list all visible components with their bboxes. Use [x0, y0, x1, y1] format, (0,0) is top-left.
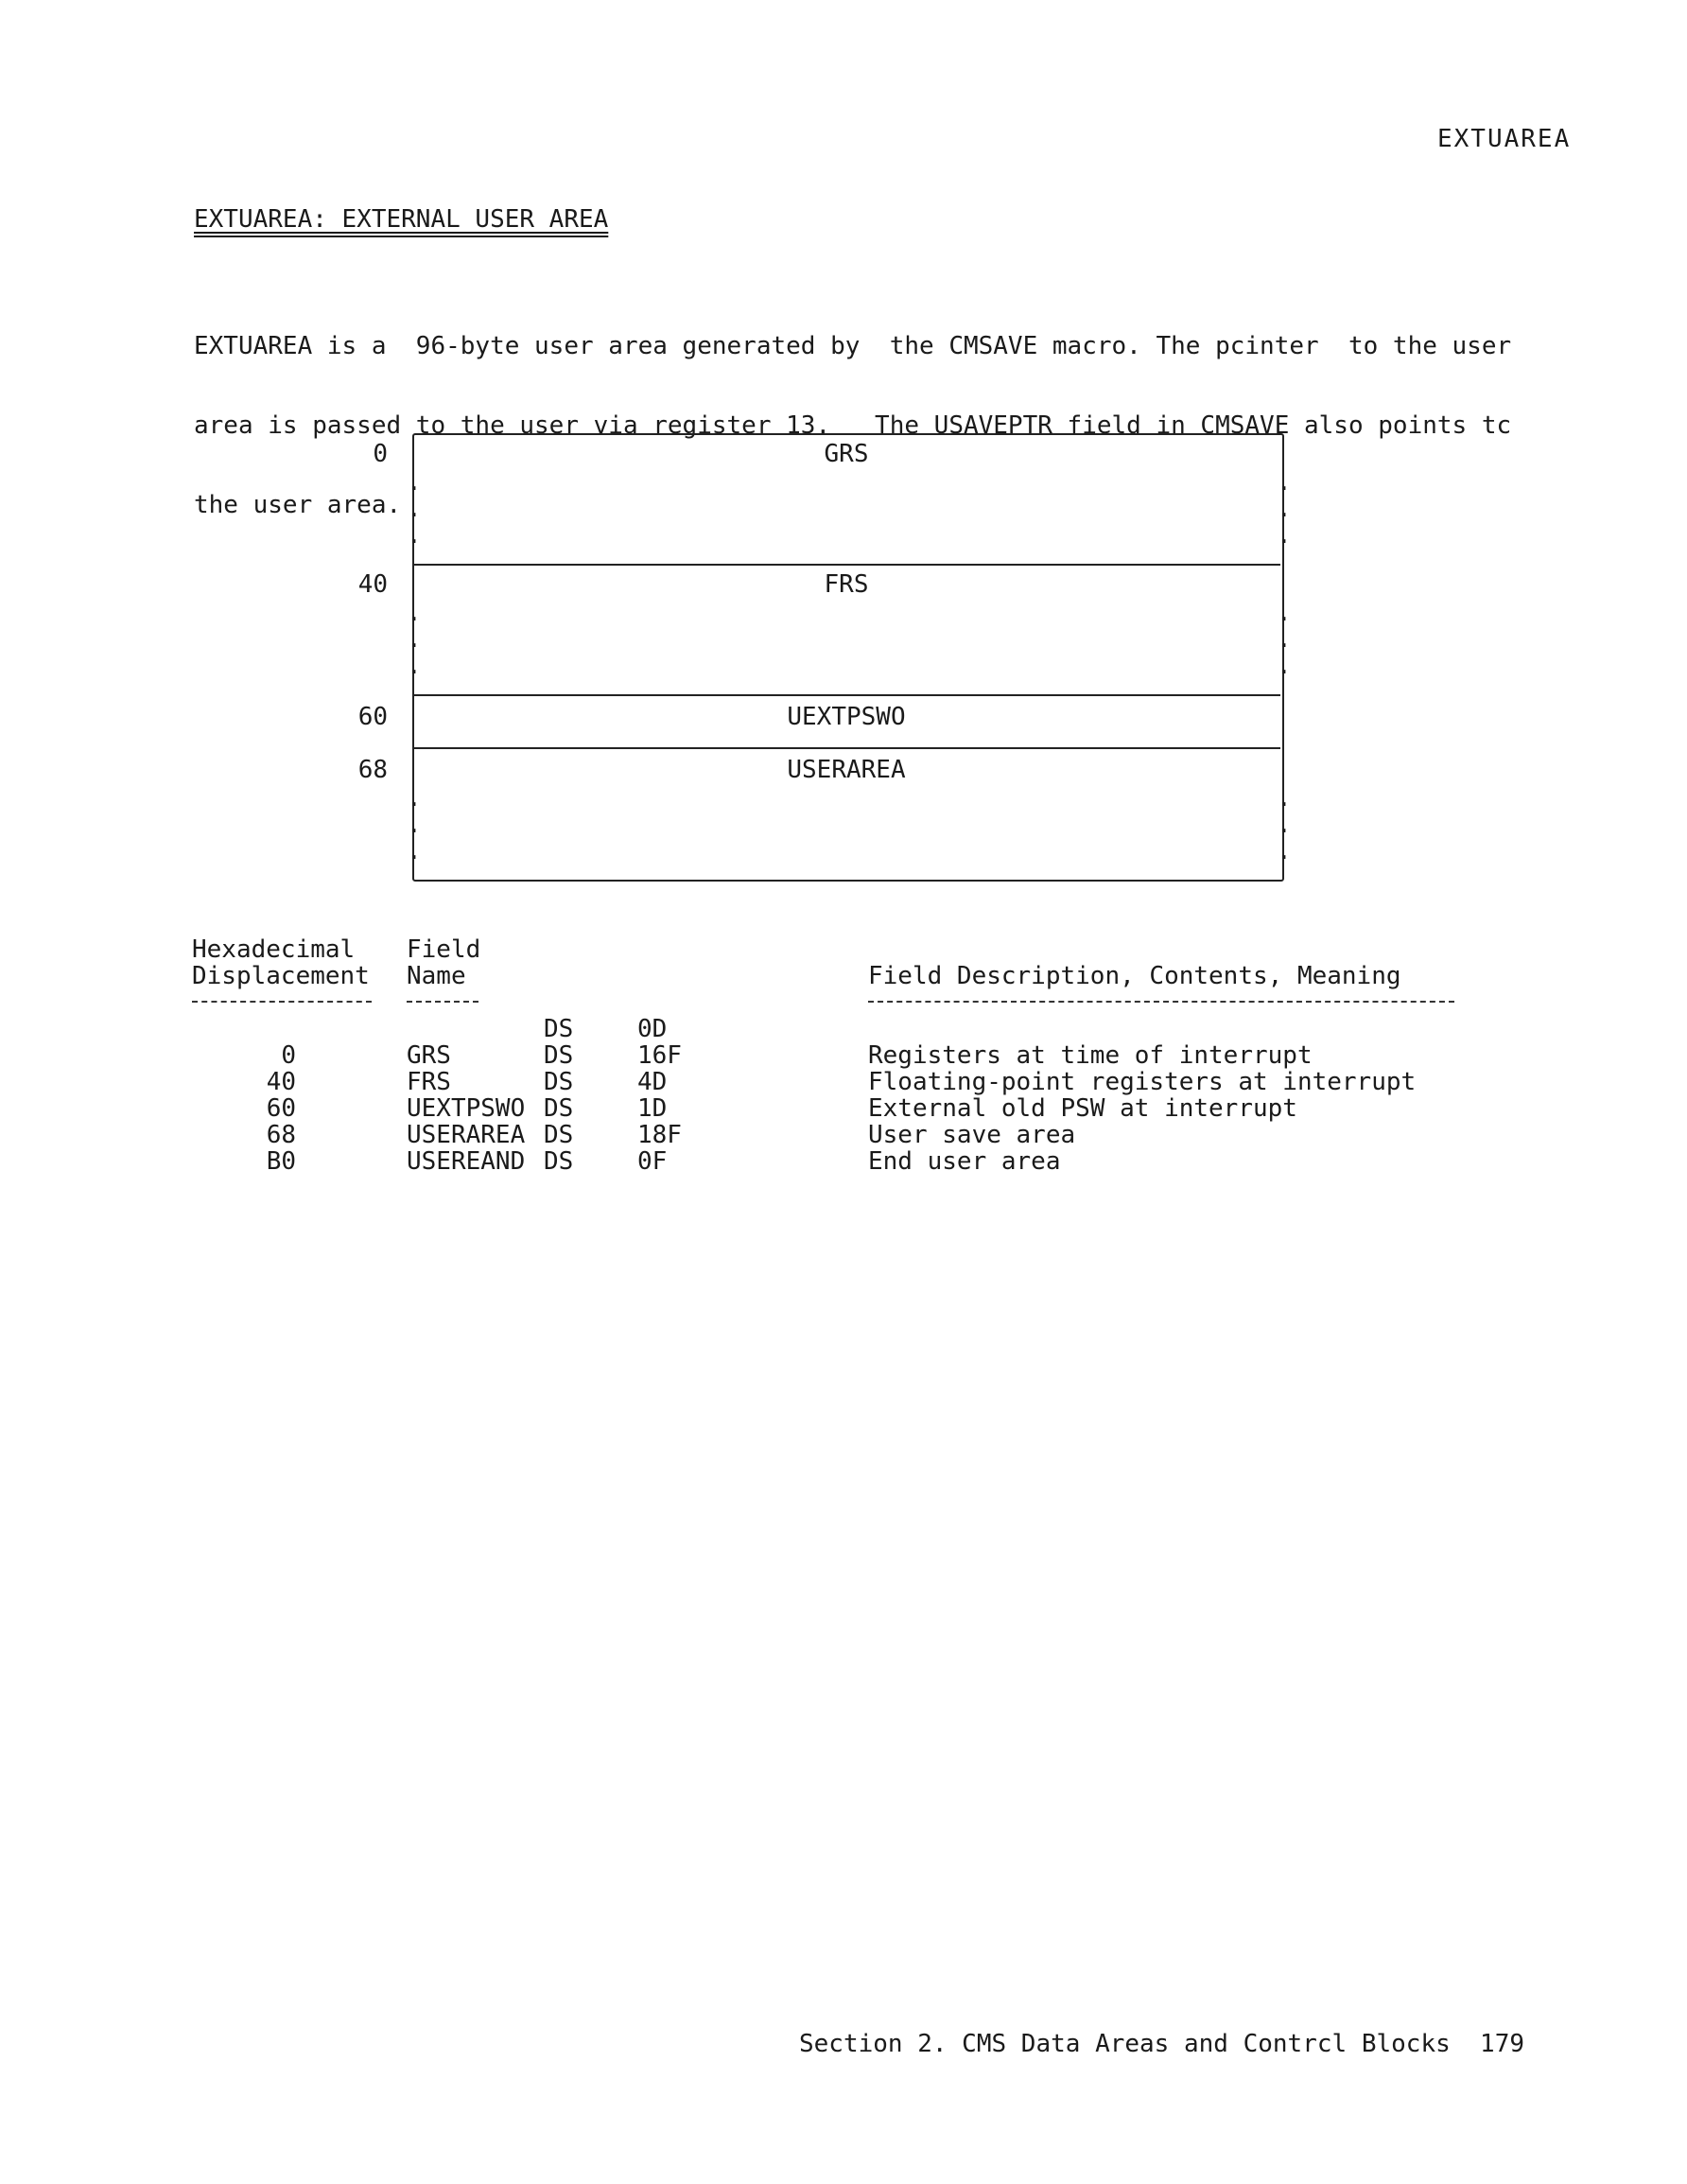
row-length: 0F	[637, 1147, 668, 1176]
intro-line: EXTUAREA is a 96-byte user area generated by the CMSAVE macro. The pcinter to the user	[194, 332, 1512, 360]
diagram-separator	[412, 564, 1280, 566]
diagram-field-userarea: USERAREA	[787, 756, 906, 784]
row-type: DS	[544, 1068, 574, 1096]
row-displacement: B0	[266, 1147, 296, 1176]
continuation-dots: . . .	[1277, 784, 1292, 865]
row-field-name: USEREAND	[407, 1147, 526, 1176]
row-description: Floating-point registers at interrupt	[868, 1068, 1417, 1096]
intro-line: area is passed to the user via register 13. The USAVEPTR field in CMSAVE also points tc	[194, 411, 1512, 440]
header-rule	[407, 1001, 478, 1003]
diagram-separator	[412, 747, 1280, 749]
running-head: EXTUAREA	[1437, 125, 1572, 153]
row-displacement: 0	[281, 1041, 296, 1070]
row-displacement: 68	[266, 1121, 296, 1149]
row-field-name: UEXTPSWO	[407, 1094, 526, 1123]
row-type: DS	[544, 1041, 574, 1070]
row-description: End user area	[868, 1147, 1061, 1176]
row-length: 0D	[637, 1015, 668, 1043]
header-displacement-line1: Hexadecimal	[192, 935, 356, 964]
row-type: DS	[544, 1094, 574, 1123]
header-rule	[192, 1001, 372, 1003]
row-length: 4D	[637, 1068, 668, 1096]
page-footer: Section 2. CMS Data Areas and Contrcl Blocks 179	[799, 2030, 1525, 2058]
row-length: 18F	[637, 1121, 682, 1149]
row-type: DS	[544, 1147, 574, 1176]
continuation-dots: . . .	[1277, 468, 1292, 550]
row-displacement: 40	[266, 1068, 296, 1096]
row-field-name: GRS	[407, 1041, 451, 1070]
diagram-offset: 60	[357, 703, 388, 731]
diagram-offset: 40	[357, 570, 388, 599]
row-type: DS	[544, 1121, 574, 1149]
diagram-separator	[412, 694, 1280, 696]
row-field-name: FRS	[407, 1068, 451, 1096]
header-name-line1: Field	[407, 935, 481, 964]
row-displacement: 60	[266, 1094, 296, 1123]
diagram-field-grs: GRS	[824, 440, 869, 468]
row-description: External old PSW at interrupt	[868, 1094, 1297, 1123]
intro-line: the user area.	[194, 491, 402, 519]
row-description: Registers at time of interrupt	[868, 1041, 1313, 1070]
header-displacement-line2: Displacement	[192, 962, 370, 990]
header-name-line2: Name	[407, 962, 466, 990]
continuation-dots: . . .	[1277, 599, 1292, 680]
header-description: Field Description, Contents, Meaning	[868, 962, 1401, 990]
diagram-field-uextpswo: UEXTPSWO	[787, 703, 906, 731]
diagram-field-frs: FRS	[824, 570, 869, 599]
continuation-dots: . . .	[407, 784, 422, 865]
diagram-offset: 68	[357, 756, 388, 784]
row-description: User save area	[868, 1121, 1076, 1149]
diagram-offset: 0	[373, 440, 388, 468]
row-length: 1D	[637, 1094, 668, 1123]
diagram-frame	[412, 433, 1284, 882]
row-length: 16F	[637, 1041, 682, 1070]
row-field-name: USERAREA	[407, 1121, 526, 1149]
section-title: EXTUAREA: EXTERNAL USER AREA	[194, 205, 609, 234]
row-type: DS	[544, 1015, 574, 1043]
header-rule	[868, 1001, 1454, 1003]
continuation-dots: . . .	[407, 468, 422, 550]
continuation-dots: . . .	[407, 599, 422, 680]
